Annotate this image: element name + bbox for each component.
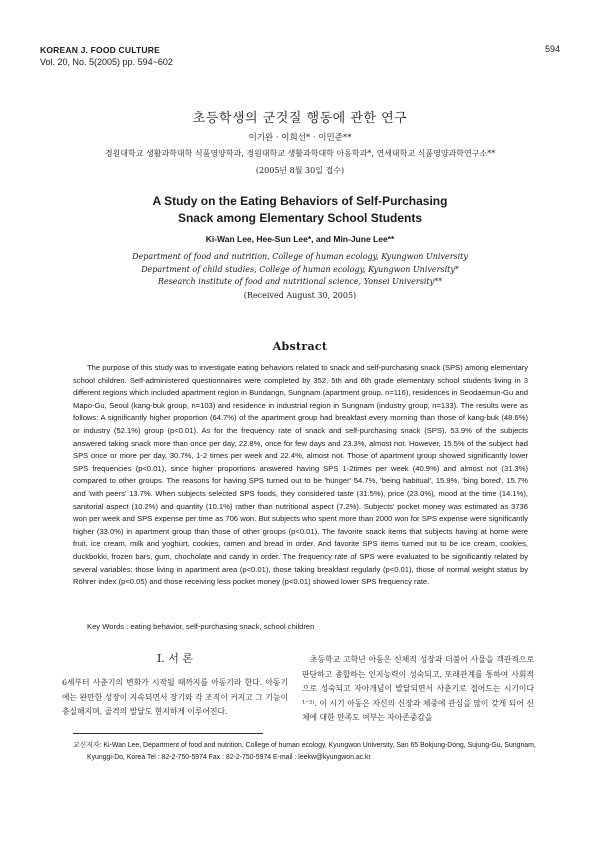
english-authors: Ki-Wan Lee, Hee-Sun Lee*, and Min-June Lee** <box>205 234 395 244</box>
korean-received-date: (2005년 8월 30일 접수) <box>255 166 345 175</box>
korean-affiliation: 경원대학교 생활과학대학 식품영양학과, 경원대학교 생활과학대학 아동학과*, 연세대학교 식품영양과학연구소** <box>104 149 496 158</box>
english-title-line-1: A Study on the Eating Behaviors of Self-Purchasing <box>152 194 448 208</box>
korean-title: 초등학생의 군것질 행동에 관한 연구 <box>192 111 408 126</box>
english-title <box>40 193 560 227</box>
english-title-line-2: Snack among Elementary School Students <box>177 211 423 225</box>
affiliation-1: Department of food and nutrition, College of human ecology, Kyungwon University <box>132 252 468 261</box>
affiliation-2: Department of child studies, College of human ecology, Kyungwon University* <box>141 264 459 274</box>
abstract-text: The purpose of this study was to investigate eating behaviors related to snack and self-purchasing snack (SPS) among elementary school children. Self-administered questionnaires were completed by 352, 5th and 6th grade elementary school students living in 3 different regions which included apartment region in Bundangn, Sungnam (apartment group, n=116), residences in Seodaemun-Gu and Mapo-Gu, Seoul (kang-buk group, n=103) and residence in industrial region in Sungnam (industry group, n=133). The results were as follows: A significantly higher proportion (64.7%) of the apartment group had breakfast every morning than those of kang-buk (48.6%) or industry (52.1%) group (p<0.01). As for the frequency rate of snack and self-purchasing snack (SPS), 53.9% of the subjects answered taking snack more than once per day, 22.8%, once for few days and 23.3%, almost not. However, 15.5% of the subject had SPS once or more per day, 30.7%, 1-2 times per week and 22.4%, almost not. Those of apartment group showed significantly lower SPS frequencies (p<0.01), since higher proportions answered having SPS 1-2times per week (40.9%) and almost not (31.3%) compared to other groups. The reasons for having SPS turned out to be 'hunger' 54.7%, 'being habitual', 15.9%, 'bing bored', 15.7% and 'with peers' 13.7%. When subjects selected SPS foods, they considered taste (31.5%), price (23.0%), mood at the time (14.1%), sanitorial aspect (10.2%) and quantity (10.1%) rather than nutritional aspect (7.2%). Subjects' pocket money was estimated as 3736 won per week and SPS expense per time as 706 won. But subjects who spent more than 2000 won for SPS expense were significantly higher (33.0%) in apartment group than those of other groups (p<0.01). The favorite snack items that subjects having at home were fruit, ice cream, milk and yoghurt, cookies, ramen and bread in order. And favorite SPS items turned out to be ice cream, cookies, duckbokki, frozen bars, gum, chocholate and candy in order. The frequency rate of SPS were evaluated to be significantly related by several variables: those living in apartment area (p<0.01), those taking breakfast regularly (p<0.01), those of normal weight status by Röhrer index (p<0.05) and those receiving less pocket money (p<0.01) showed lower SPS frequency rate. <box>73 363 528 587</box>
keywords: Key Words : eating behavior, self-purchasing snack, school children <box>87 622 315 631</box>
abstract-heading: Abstract <box>272 340 328 353</box>
body-left-column <box>62 650 288 720</box>
english-received-date: (Received August 30, 2005) <box>243 291 357 300</box>
journal-volume: Vol. 20, No. 5(2005) pp. 594~602 <box>40 57 173 67</box>
journal-header <box>40 44 173 68</box>
korean-authors: 이기완 · 이희선* · 이민준** <box>248 133 352 143</box>
body-paragraph-right: 초등학교 고학년 아동은 신체적 성장과 더불어 사물을 객관적으로 판단하고 종합하는 인지능력이 성숙되고, 또래관계를 통하여 사회적으로 성숙되고 자아개념이 발달되면서 사춘기로 접어드는 시기이다¹⁻²⁾. 이 시기 아동은 자신의 신장과 체중에 관심을 많이 갖게 되어 신체에 대한 만족도 여부는 자아존중감을 <box>302 655 534 723</box>
page-number: 594 <box>544 44 560 54</box>
correspondence-footnote <box>73 740 543 764</box>
body-right-column <box>302 653 534 726</box>
affiliation-3: Research institute of food and nutritional science, Yonsei University** <box>157 277 443 286</box>
footnote-divider <box>73 733 263 734</box>
journal-name: KOREAN J. FOOD CULTURE <box>40 45 160 55</box>
section-heading: I. 서 론 <box>156 652 194 665</box>
body-paragraph-left: 6세부터 사춘기의 변화가 시작될 때까지를 아동기라 한다. 아동기에는 완만한 성장이 지속되면서 장기와 각 조직이 커지고 그 기능이 충실해지며, 골격의 발달도 현저하게 이루어진다. <box>62 678 288 717</box>
english-affiliations <box>40 251 560 289</box>
footnote-line-1: 교신저자: Ki-Wan Lee, Department of food and nutrition, College of human ecology, Kyungwon University, San 65 Bokjung-Dong, Sujung-Gu, Sungnam, <box>73 742 536 749</box>
footnote-line-2: Kyunggi-Do, Korea Tel : 82-2-750-5974 Fax : 82-2-750-5974 E-mail : leekw@kyungwon.ac.kr <box>87 754 371 761</box>
